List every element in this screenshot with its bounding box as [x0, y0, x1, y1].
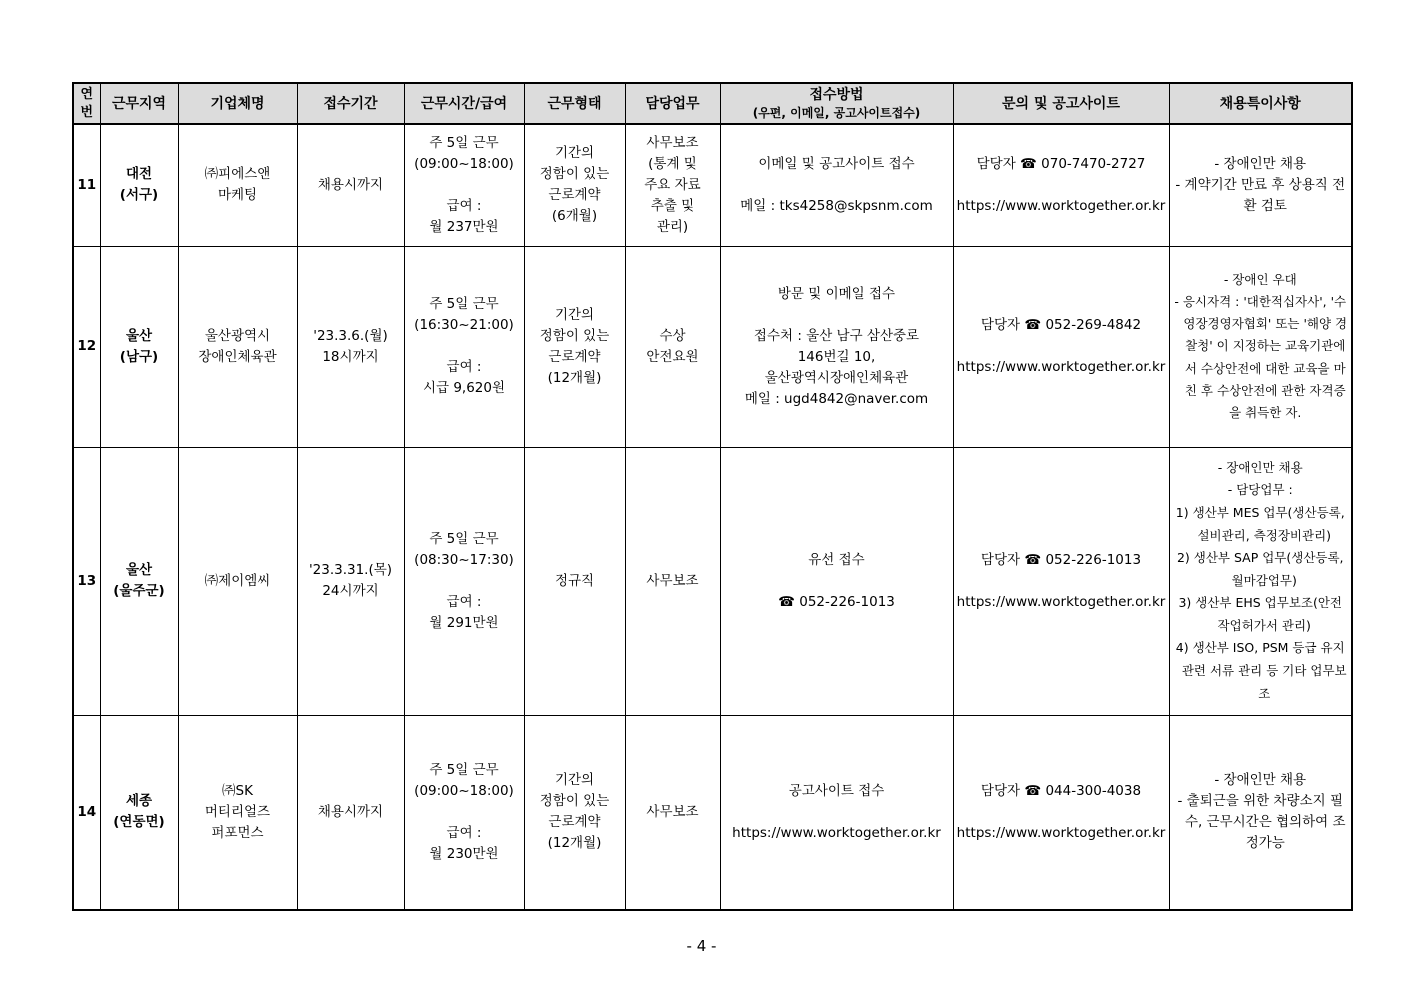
application-method: 방문 및 이메일 접수 접수처 : 울산 남구 삼산중로 146번길 10, 울산광역시장애인체육관 메일 : ugd4842@naver.com [720, 246, 953, 447]
hiring-notes: - 장애인만 채용 - 계약기간 만료 후 상용직 전환 검토 [1169, 124, 1352, 246]
hiring-notes: - 장애인 우대 - 응시자격 : '대한적십자사', '수영장경영자협회' 또는 '해양 경찰청' 이 지정하는 교육기관에서 수상안전에 대한 교육을 마친 후 수상안전에 관한 자격증을 취득한 자. [1169, 246, 1352, 447]
application-period: 채용시까지 [297, 124, 404, 246]
application-method: 이메일 및 공고사이트 접수 메일 : tks4258@skpsnm.com [720, 124, 953, 246]
employment-type: 기간의 정함이 있는 근로계약 (12개월) [524, 715, 625, 910]
work-hours-pay: 주 5일 근무 (16:30~21:00) 급여 : 시급 9,620원 [404, 246, 524, 447]
page-number: - 4 - [686, 937, 717, 955]
header-period: 접수기간 [297, 83, 404, 124]
job-listing-table [72, 82, 1353, 911]
hiring-notes: - 장애인만 채용 - 담당업무 : 1) 생산부 MES 업무(생산등록, 설비관리, 측정장비관리) 2) 생산부 SAP 업무(생산등록, 월마감업무) 3) 생산부 EHS 업무보조(안전작업허가서 관리) 4) 생산부 ISO, PSM 등급 유지관련 서류 관리 등 기타 업무보조 [1169, 447, 1352, 715]
table-row [73, 715, 1352, 910]
work-hours-pay: 주 5일 근무 (08:30~17:30) 급여 : 월 291만원 [404, 447, 524, 715]
employment-type: 기간의 정함이 있는 근로계약 (12개월) [524, 246, 625, 447]
contact-info: 담당자 ☎ 052-269-4842 https://www.worktogether.or.kr [953, 246, 1169, 447]
duty: 수상 안전요원 [625, 246, 720, 447]
table-row [73, 246, 1352, 447]
company-name: ㈜피에스앤 마케팅 [178, 124, 297, 246]
contact-info: 담당자 ☎ 052-226-1013 https://www.worktogether.or.kr [953, 447, 1169, 715]
application-method: 공고사이트 접수 https://www.worktogether.or.kr [720, 715, 953, 910]
employment-type: 정규직 [524, 447, 625, 715]
work-hours-pay: 주 5일 근무 (09:00~18:00) 급여 : 월 237만원 [404, 124, 524, 246]
hiring-notes: - 장애인만 채용 - 출퇴근을 위한 차량소지 필수, 근무시간은 협의하여 조정가능 [1169, 715, 1352, 910]
header-num: 연 번 [73, 83, 100, 124]
header-duty: 담당업무 [625, 83, 720, 124]
header-region: 근무지역 [100, 83, 178, 124]
application-method: 유선 접수 ☎ 052-226-1013 [720, 447, 953, 715]
row-number: 11 [73, 124, 100, 246]
header-method: 접수방법 (우편, 이메일, 공고사이트접수) [720, 83, 953, 124]
header-company: 기업체명 [178, 83, 297, 124]
table-row [73, 124, 1352, 246]
work-region: 세종 (연동면) [100, 715, 178, 910]
work-region: 울산 (남구) [100, 246, 178, 447]
contact-info: 담당자 ☎ 070-7470-2727 https://www.worktogether.or.kr [953, 124, 1169, 246]
company-name: 울산광역시 장애인체육관 [178, 246, 297, 447]
application-period: 채용시까지 [297, 715, 404, 910]
company-name: ㈜제이엠씨 [178, 447, 297, 715]
header-type: 근무형태 [524, 83, 625, 124]
application-period: '23.3.31.(목) 24시까지 [297, 447, 404, 715]
duty: 사무보조 (통계 및 주요 자료 추출 및 관리) [625, 124, 720, 246]
header-hours: 근무시간/급여 [404, 83, 524, 124]
company-name: ㈜SK 머티리얼즈 퍼포먼스 [178, 715, 297, 910]
table-header [73, 83, 1352, 124]
header-contact: 문의 및 공고사이트 [953, 83, 1169, 124]
employment-type: 기간의 정함이 있는 근로계약 (6개월) [524, 124, 625, 246]
header-notes: 채용특이사항 [1169, 83, 1352, 124]
row-number: 12 [73, 246, 100, 447]
work-region: 대전 (서구) [100, 124, 178, 246]
table-row [73, 447, 1352, 715]
work-hours-pay: 주 5일 근무 (09:00~18:00) 급여 : 월 230만원 [404, 715, 524, 910]
work-region: 울산 (울주군) [100, 447, 178, 715]
row-number: 14 [73, 715, 100, 910]
duty: 사무보조 [625, 447, 720, 715]
duty: 사무보조 [625, 715, 720, 910]
contact-info: 담당자 ☎ 044-300-4038 https://www.worktogether.or.kr [953, 715, 1169, 910]
application-period: '23.3.6.(월) 18시까지 [297, 246, 404, 447]
row-number: 13 [73, 447, 100, 715]
